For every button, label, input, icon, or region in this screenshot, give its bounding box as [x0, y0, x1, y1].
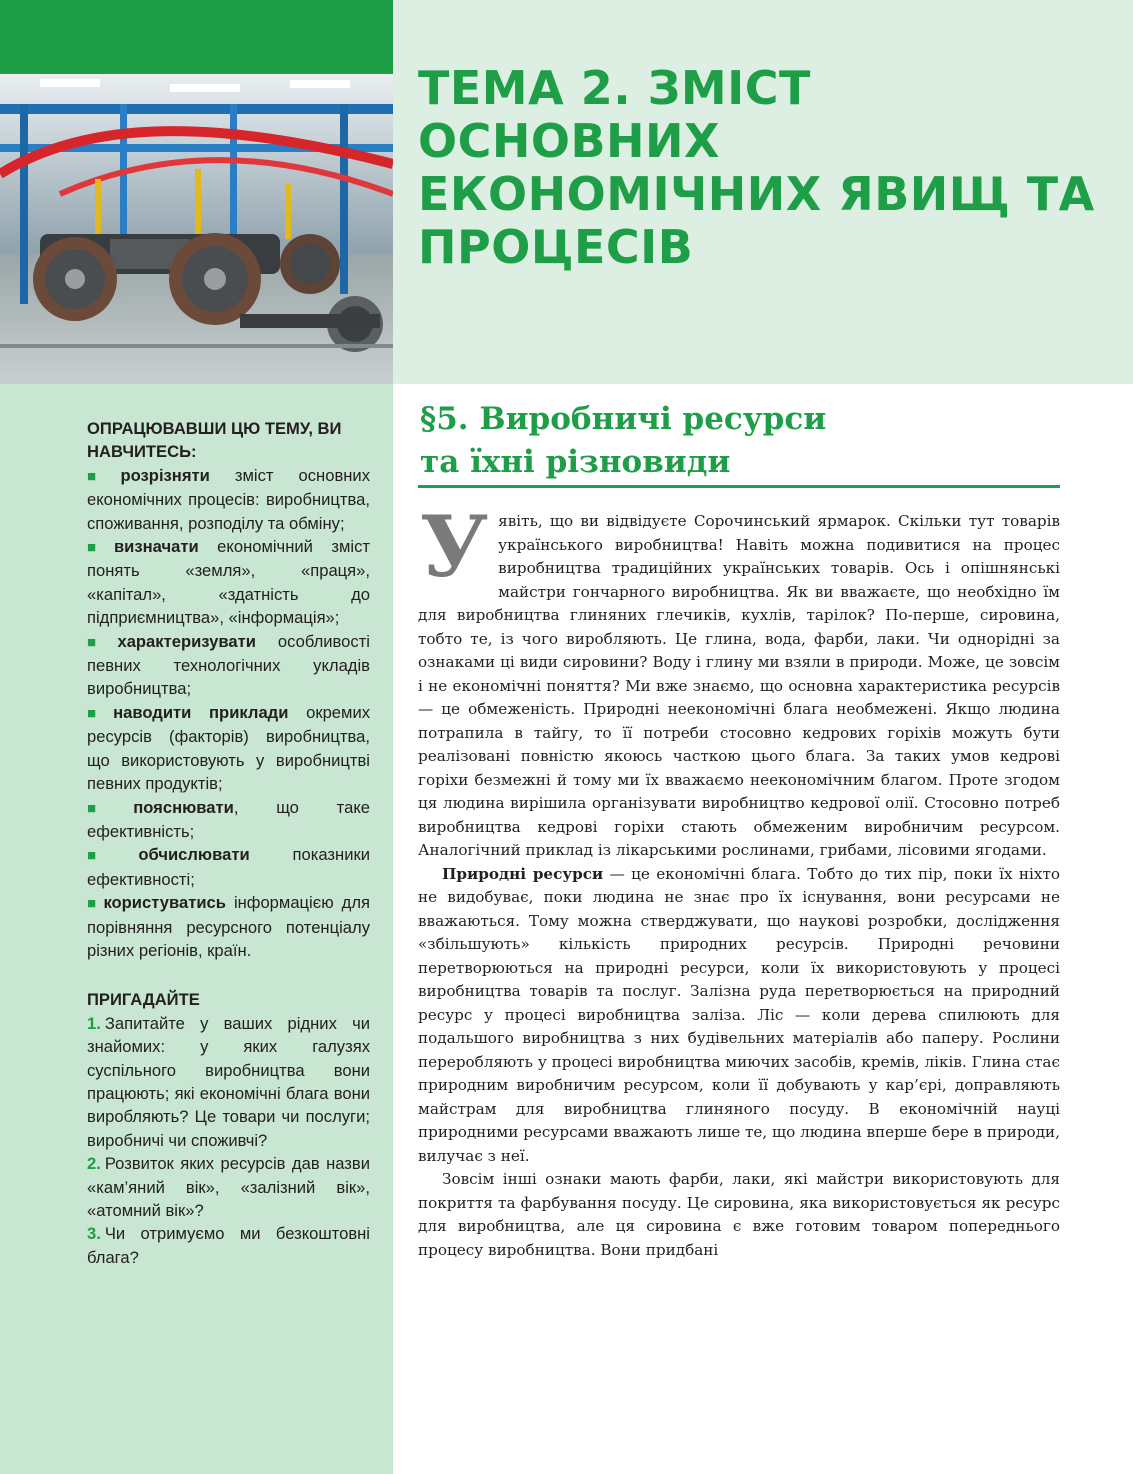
learn-item — [87, 891, 370, 962]
paragraph-1-text: явіть, що ви відвідуєте Сорочинський ярмарок. Скільки тут товарів українського виробництва! Навіть можна подивитися на процес виробництва традиційних українських товарів. Ось і опішнянські майстри гончарного виробництва. Як ви вважаєте, що необхідно їм для виробництва глиняних глечиків, кухлів, тарілок? По-перше, сировина, тобто те, із чого виробляють. Це глина, вода, фарби, лаки. Чи однорідні за ознаками ці види сировини? Воду і глину ми взяли в природи. Може, це зовсім і не економічні поняття? Ми вже знаємо, що основна характеристика ресурсів — це обмеженість. Природні неекономічні блага необмежені. Якщо людина потрапила в тайгу, то її потреби стосовно кедрових горіхів можуть бути реалізовані повністю якоюсь часткою цього блага. За таких умов кедрові горіхи безмежні й тому ми їх вважаємо неекономічним благом. Проте згодом ця людина вирішила організувати виробництво кедрової олії. Стосовно потреб виробництва кедрові горіхи стають обмеженим виробничим ресурсом. Аналогічний приклад із лікарськими рослинами, грибами, лісовими ягодами. — [418, 512, 1060, 859]
learn-list — [87, 464, 370, 963]
learn-item — [87, 796, 370, 844]
recall-item-text: Запитайте у ваших рідних чи знайомих: у яких галузях суспільного виробництва вони працюють; які економічні блага вони виробляють? Це товари чи послуги; виробничі чи споживчі? — [87, 1013, 370, 1150]
section-title-line2: та їхні різновиди — [420, 444, 731, 480]
paragraph-3 — [418, 1168, 1060, 1262]
learn-item-verb: характеризувати — [117, 631, 256, 651]
learn-item-text: економічний зміст понять «земля», «праця», «капітал», «здатність до підприємництва», «інформація»; — [87, 537, 371, 628]
recall-item-text: Чи отримуємо ми безкоштовні блага? — [87, 1224, 370, 1267]
recall-item-text: Розвиток яких ресурсів дав назви «кам’яний вік», «залізний вік», «атомний вік»? — [87, 1154, 370, 1220]
learn-item-text: особливості певних технологічних укладів виробництва; — [87, 631, 370, 699]
recall-item — [87, 1222, 370, 1269]
learn-item-text: , що таке ефективність; — [87, 797, 371, 841]
factory-photo — [0, 74, 393, 384]
recall-item — [87, 1012, 370, 1152]
learn-item-verb: визначати — [113, 537, 199, 557]
section-body — [418, 497, 1060, 1262]
learn-item-text: зміст основних економічних процесів: виробництва, споживання, розподілу та обміну; — [87, 465, 370, 533]
learn-item-verb: розрізняти — [120, 465, 210, 485]
bullet-square-icon: ■ — [87, 539, 110, 557]
term-natural-resources: Природні ресурси — [442, 864, 604, 883]
recall-item-number: 1. — [87, 1013, 101, 1033]
paragraph-2 — [418, 863, 1060, 1169]
learn-item-verb: пояснювати — [133, 797, 234, 817]
bullet-square-icon: ■ — [87, 847, 135, 865]
bullet-square-icon: ■ — [87, 799, 130, 817]
learn-item-verb: користуватись — [103, 893, 226, 913]
learn-item-text: окремих ресурсів (факторів) виробництва, що використовують у виробництві певних продуктів; — [87, 702, 371, 794]
learn-item-verb: наводити приклади — [113, 702, 289, 722]
learn-item-verb: обчислювати — [138, 845, 250, 865]
bullet-square-icon: ■ — [87, 895, 100, 913]
learn-item — [87, 701, 370, 796]
learn-item-text: інформацією для порівняння ресурсного потенціалу різних регіонів, країн. — [87, 893, 370, 960]
bullet-square-icon: ■ — [87, 704, 110, 722]
recall-item — [87, 1152, 370, 1222]
recall-list — [87, 1012, 370, 1269]
paragraph-1 — [418, 497, 1060, 863]
learn-item-text: показники ефективності; — [87, 845, 371, 889]
bullet-square-icon: ■ — [87, 633, 114, 651]
bullet-square-icon: ■ — [87, 467, 117, 485]
sidebar — [0, 384, 393, 1474]
learn-item — [87, 630, 370, 701]
section-title-rule — [418, 485, 1060, 488]
learn-item — [87, 843, 370, 891]
drop-cap: У — [420, 497, 489, 596]
recall-item-number: 3. — [87, 1224, 101, 1244]
top-green-bar — [0, 0, 393, 74]
learn-heading: ОПРАЦЮВАВШИ ЦЮ ТЕМУ, ВИ НАВЧИТЕСЬ: — [87, 419, 342, 462]
paragraph-3-text: Зовсім інші ознаки мають фарби, лаки, які майстри використовують для покриття та фарбування посуду. Це сировина, яка використовується як ресурс для виробництва, але ця сировина є вже готовим товаром попереднього процесу виробництва. Вони придбані — [418, 1170, 1060, 1259]
paragraph-2-text: — це економічні блага. Тобто до тих пір, поки їх ніхто не видобуває, поки людина не знає про їх існування, вони ресурсами не вважаються. Тому можна стверджувати, що наукові розробки, дослідження «збільшують» кількість природних ресурсів. Природні речовини перетворюються на природні ресурси, коли їх використовують у процесі виробництва товарів та послуг. Залізна руда перетворюється на природний ресурс у процесі виробництва заліза. Ліс — коли дерева спилюють для подальшого виробництва з них будівельних матеріалів або паперу. Рослини переробляють у процесі виробництва миючих засобів, кремів, ліків. Глина стає природним виробничим ресурсом, коли її добувають у кар’єрі, доправляють майстрам для виробництва глиняного посуду. В економічній науці природними ресурсами вважають лише те, що людина вперше бере в природи, вилучає з неї. — [418, 864, 1060, 1165]
learn-item — [87, 535, 370, 630]
topic-title: ТЕМА 2. ЗМІСТ ОСНОВНИХ ЕКОНОМІЧНИХ ЯВИЩ ТА ПРОЦЕСІВ — [418, 61, 1095, 274]
sidebar-content — [87, 417, 370, 1269]
recall-heading: ПРИГАДАЙТЕ — [87, 990, 200, 1010]
learn-item — [87, 464, 370, 535]
section-title-line1: §5. Виробничі ресурси — [420, 401, 827, 437]
recall-item-number: 2. — [87, 1154, 101, 1174]
section-title — [420, 398, 1080, 484]
